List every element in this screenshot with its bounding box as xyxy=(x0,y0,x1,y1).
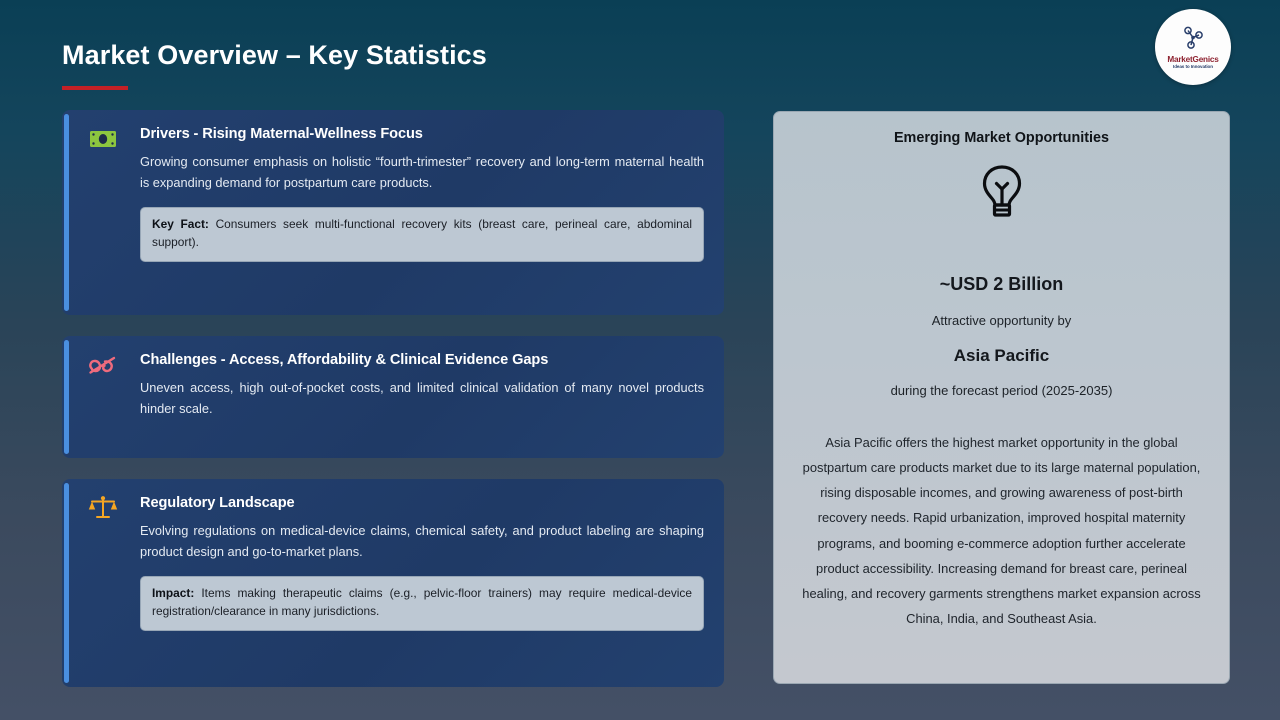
card-heading: Regulatory Landscape xyxy=(140,495,295,511)
callout-text: Items making therapeutic claims (e.g., pelvic-floor trainers) may require medical-device registration/clearance in many jurisdictions. xyxy=(152,586,692,619)
opportunity-region: Asia Pacific xyxy=(953,346,1050,365)
page-title: Market Overview – Key Statistics xyxy=(62,40,487,70)
card-accent-bar xyxy=(64,114,69,311)
card-accent-bar xyxy=(64,340,69,454)
opportunity-subtitle: Attractive opportunity by xyxy=(931,313,1072,328)
callout-label: Impact: xyxy=(152,586,195,601)
card-accent-bar xyxy=(64,483,69,683)
brand-logo xyxy=(1155,9,1231,85)
lightbulb-icon xyxy=(796,163,1207,226)
balance-scale-icon xyxy=(86,491,120,525)
callout-label: Key Fact: xyxy=(152,217,209,232)
opportunity-value: ~USD 2 Billion xyxy=(939,274,1064,294)
title-underline-rule xyxy=(62,86,128,90)
card-drivers xyxy=(62,110,724,315)
banknote-money-icon xyxy=(86,122,120,156)
card-regulatory xyxy=(62,479,724,687)
callout-text: Consumers seek multi-functional recovery kits (breast care, perineal care, abdominal support). xyxy=(152,217,692,250)
logo-tagline: Ideas to Innovation xyxy=(1173,64,1213,70)
card-challenges xyxy=(62,336,724,458)
molecule-network-icon xyxy=(1180,24,1206,55)
card-body-text: Growing consumer emphasis on holistic “fourth-trimester” recovery and long-term maternal health is expanding demand for postpartum care products. xyxy=(140,154,704,190)
broken-link-icon xyxy=(86,348,120,382)
panel-title: Emerging Market Opportunities xyxy=(893,130,1110,146)
card-body-text: Uneven access, high out-of-pocket costs, and limited clinical validation of many novel products hinder scale. xyxy=(140,380,704,416)
card-callout-keyfact xyxy=(140,207,704,261)
logo-name: MarketGenics xyxy=(1167,55,1219,65)
card-heading: Drivers - Rising Maternal-Wellness Focus xyxy=(140,126,423,142)
forecast-period: during the forecast period (2025-2035) xyxy=(890,383,1113,398)
card-heading: Challenges - Access, Affordability & Clinical Evidence Gaps xyxy=(140,352,549,368)
card-body-text: Evolving regulations on medical-device claims, chemical safety, and product labeling are shaping product design and go-to-market plans. xyxy=(140,523,704,559)
card-callout-impact xyxy=(140,576,704,630)
emerging-opportunities-panel xyxy=(773,111,1230,684)
statistics-card-list xyxy=(62,110,724,687)
panel-description: Asia Pacific offers the highest market opportunity in the global postpartum care products market due to its large maternal population, rising disposable incomes, and growing awareness of post-birth recovery needs. Rapid urbanization, improved hospital maternity programs, and booming e-commerce adoption further accelerate product accessibility. Increasing demand for breast care, perineal healing, and recovery garments strengthens market expansion across China, India, and Southeast Asia. xyxy=(802,435,1201,627)
